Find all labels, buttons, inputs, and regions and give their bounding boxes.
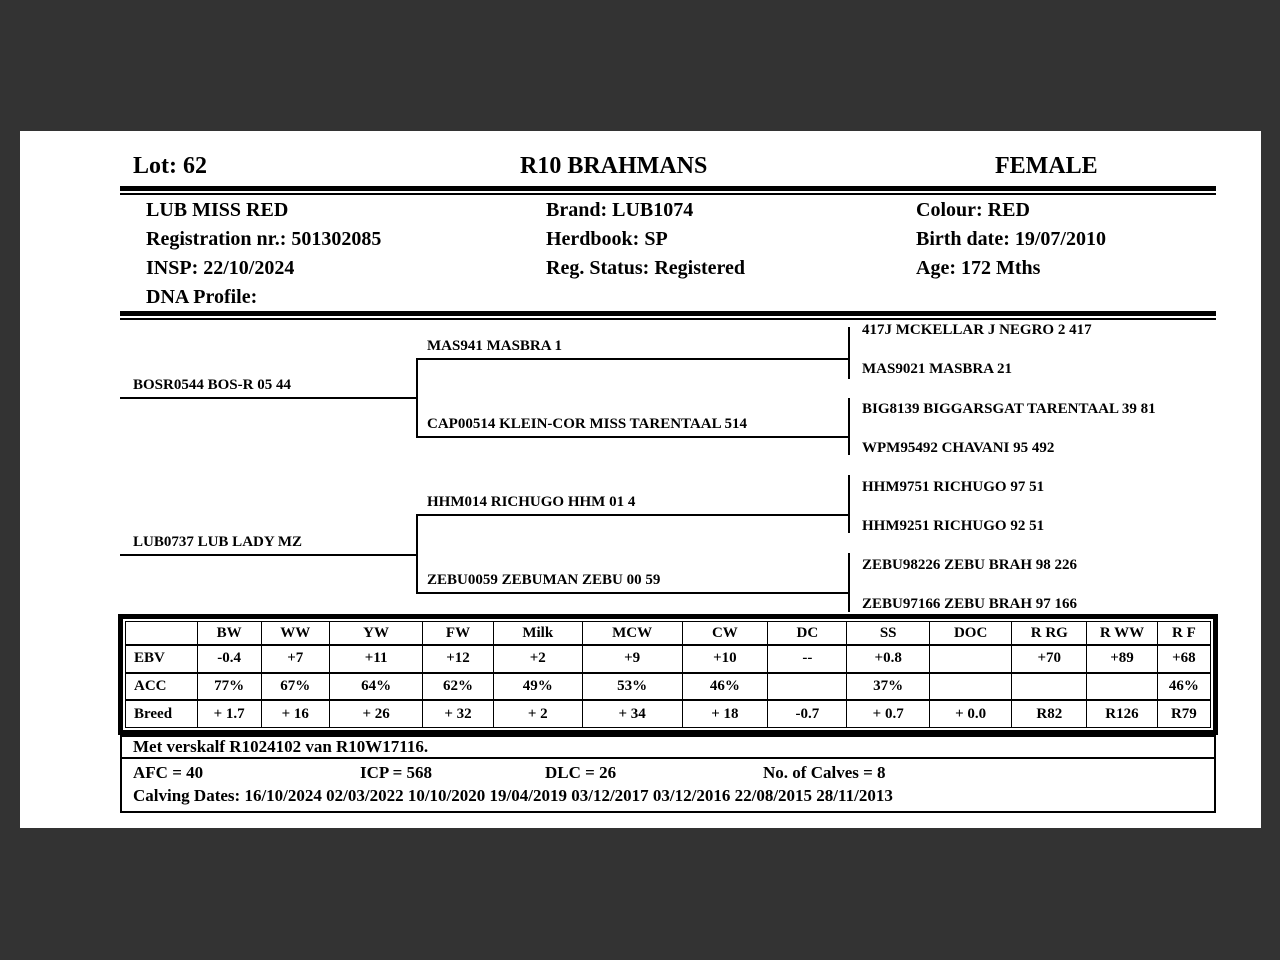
acc-cell: 62% (423, 673, 494, 701)
calving-dates: Calving Dates: 16/10/2024 02/03/2022 10/10/2020 19/04/2019 03/12/2017 03/12/2016 22/08/2015 28/11/2013 (133, 786, 893, 805)
calves-count: No. of Calves = 8 (763, 763, 886, 782)
acc-cell: 67% (261, 673, 329, 701)
ebv-col-header: FW (423, 622, 494, 646)
inspection-date: INSP: 22/10/2024 (146, 257, 295, 279)
ebv-col-header: YW (329, 622, 422, 646)
ebv-cell: +7 (261, 645, 329, 673)
breed-row-label: Breed (126, 700, 198, 727)
great-grandparent-7: ZEBU98226 ZEBU BRAH 98 226 (862, 557, 1078, 573)
registration-number: Registration nr.: 501302085 (146, 228, 382, 250)
acc-row (126, 673, 1211, 701)
ebv-cell: +11 (329, 645, 422, 673)
acc-cell (768, 673, 847, 701)
ebv-col-header (126, 622, 198, 646)
icp-value: ICP = 568 (360, 763, 433, 782)
header-divider (120, 186, 1216, 195)
paternal-granddam-underline (417, 436, 849, 438)
ebv-cell: +12 (423, 645, 494, 673)
sire-bracket-line (416, 358, 418, 438)
acc-cell: 64% (329, 673, 422, 701)
breed-cell: + 0.0 (929, 700, 1011, 727)
great-grandparent-3: BIG8139 BIGGARSGAT TARENTAAL 39 81 (862, 401, 1156, 417)
paternal-grandsire-name: MAS941 MASBRA 1 (427, 338, 563, 354)
ebv-cell: +0.8 (847, 645, 929, 673)
ebv-cell: +10 (682, 645, 768, 673)
ebv-cell: -0.4 (197, 645, 261, 673)
animal-name: LUB MISS RED (146, 199, 289, 221)
birth-date: Birth date: 19/07/2010 (916, 228, 1106, 250)
lot-label: Lot: 62 (133, 153, 207, 179)
ggp-bracket-line-4 (848, 553, 850, 612)
breed-row (126, 700, 1211, 727)
ebv-cell: +68 (1157, 645, 1210, 673)
ebv-cell: -- (768, 645, 847, 673)
acc-cell (929, 673, 1011, 701)
acc-cell: 49% (493, 673, 582, 701)
ebv-col-header: Milk (493, 622, 582, 646)
breed-cell: R79 (1157, 700, 1210, 727)
ebv-col-header: SS (847, 622, 929, 646)
sex-label: FEMALE (995, 153, 1098, 179)
info-divider (120, 311, 1216, 320)
ebv-col-header: R WW (1087, 622, 1158, 646)
ebv-table (118, 614, 1218, 735)
maternal-granddam-underline (417, 592, 849, 594)
breed-cell: + 26 (329, 700, 422, 727)
paternal-grandsire-underline (417, 358, 849, 360)
breed-cell: + 34 (582, 700, 682, 727)
ebv-col-header: MCW (582, 622, 682, 646)
ebv-col-header: CW (682, 622, 768, 646)
ebv-cell: +70 (1012, 645, 1087, 673)
maternal-granddam-name: ZEBU0059 ZEBUMAN ZEBU 00 59 (427, 572, 661, 588)
ggp-bracket-line-3 (848, 475, 850, 533)
breed-cell: + 1.7 (197, 700, 261, 727)
afc-value: AFC = 40 (133, 763, 204, 782)
page-title: R10 BRAHMANS (520, 153, 708, 179)
ebv-col-header: WW (261, 622, 329, 646)
great-grandparent-1: 417J MCKELLAR J NEGRO 2 417 (862, 322, 1092, 338)
sire-name: BOSR0544 BOS-R 05 44 (133, 377, 291, 393)
age: Age: 172 Mths (916, 257, 1041, 279)
reg-status: Reg. Status: Registered (546, 257, 746, 279)
ebv-cell: +2 (493, 645, 582, 673)
dam-name: LUB0737 LUB LADY MZ (133, 534, 303, 550)
breed-cell: -0.7 (768, 700, 847, 727)
sire-underline (120, 397, 417, 399)
dam-underline (120, 554, 417, 556)
ebv-col-header: R F (1157, 622, 1210, 646)
ebv-cell: +89 (1087, 645, 1158, 673)
breed-cell: + 32 (423, 700, 494, 727)
ebv-col-header: DOC (929, 622, 1011, 646)
breed-cell: + 0.7 (847, 700, 929, 727)
acc-cell (1087, 673, 1158, 701)
great-grandparent-5: HHM9751 RICHUGO 97 51 (862, 479, 1045, 495)
brand: Brand: LUB1074 (546, 199, 694, 221)
acc-cell: 37% (847, 673, 929, 701)
acc-cell: 46% (1157, 673, 1210, 701)
ebv-row-label: EBV (126, 645, 198, 673)
great-grandparent-4: WPM95492 CHAVANI 95 492 (862, 440, 1055, 456)
breed-cell: R126 (1087, 700, 1158, 727)
ggp-bracket-line-2 (848, 398, 850, 455)
dam-bracket-line (416, 514, 418, 594)
breed-cell: + 18 (682, 700, 768, 727)
acc-row-label: ACC (126, 673, 198, 701)
ebv-cell (929, 645, 1011, 673)
dna-profile-label: DNA Profile: (146, 286, 258, 308)
great-grandparent-8: ZEBU97166 ZEBU BRAH 97 166 (862, 596, 1078, 612)
ggp-bracket-line-1 (848, 327, 850, 379)
ebv-cell: +9 (582, 645, 682, 673)
acc-cell: 53% (582, 673, 682, 701)
colour: Colour: RED (916, 199, 1030, 221)
great-grandparent-2: MAS9021 MASBRA 21 (862, 361, 1013, 377)
remark-text: Met verskalf R1024102 van R10W17116. (133, 737, 429, 756)
great-grandparent-6: HHM9251 RICHUGO 92 51 (862, 518, 1045, 534)
catalog-page (20, 131, 1261, 828)
dlc-value: DLC = 26 (545, 763, 617, 782)
acc-cell (1012, 673, 1087, 701)
remark-box (120, 735, 1216, 759)
breed-cell: + 2 (493, 700, 582, 727)
ebv-header-row (126, 622, 1211, 646)
breed-cell: + 16 (261, 700, 329, 727)
paternal-granddam-name: CAP00514 KLEIN-COR MISS TARENTAAL 514 (427, 416, 748, 432)
ebv-row (126, 645, 1211, 673)
maternal-grandsire-underline (417, 514, 849, 516)
maternal-grandsire-name: HHM014 RICHUGO HHM 01 4 (427, 494, 636, 510)
fertility-box (120, 758, 1216, 813)
breed-cell: R82 (1012, 700, 1087, 727)
ebv-col-header: BW (197, 622, 261, 646)
acc-cell: 77% (197, 673, 261, 701)
ebv-col-header: DC (768, 622, 847, 646)
ebv-col-header: R RG (1012, 622, 1087, 646)
herdbook: Herdbook: SP (546, 228, 668, 250)
acc-cell: 46% (682, 673, 768, 701)
